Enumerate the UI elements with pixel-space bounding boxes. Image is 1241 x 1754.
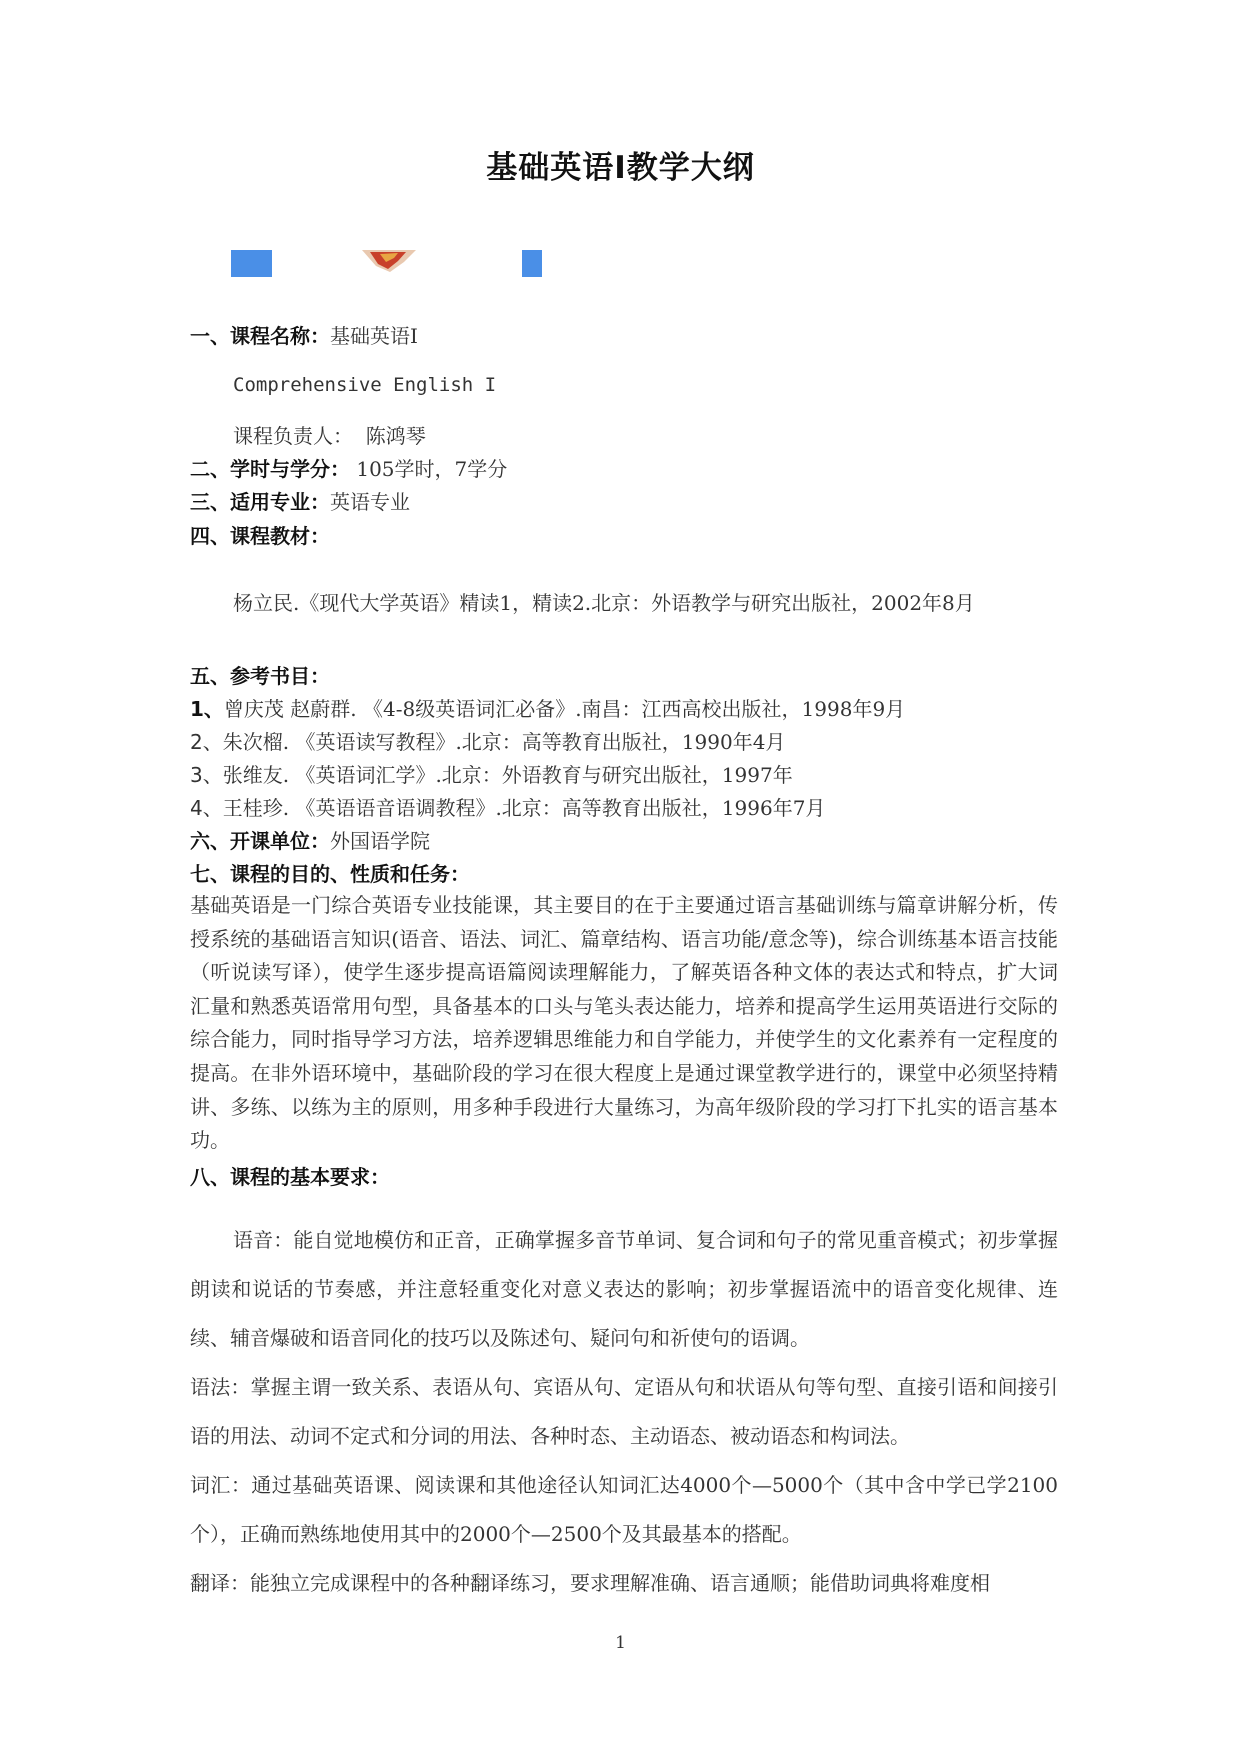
reference-number: 2、 <box>190 730 223 754</box>
objectives-paragraph: 基础英语是一门综合英语专业技能课，其主要目的在于主要通过语言基础训练与篇章讲解分析，传授系统的基础语言知识(语音、语法、词汇、篇章结构、语言功能/意念等)，综合训练基本语言技能（听说读写译），使学生逐步提高语篇阅读理解能力，了解英语各种文体的表达式和特点，扩大词汇量和熟悉英语常用句型，具备基本的口头与笔头表达能力，培养和提高学生运用英语进行交际的综合能力，同时指导学习方法，培养逻辑思维能力和自学能力，并使学生的文化素养有一定程度的提高。在非外语环境中，基础阶段的学习在很大程度上是通过课堂教学进行的，课堂中必须坚持精讲、多练、以练为主的原则，用多种手段进行大量练习，为高年级阶段的学习打下扎实的语言基本功。 <box>190 893 1058 1153</box>
reference-number: 3、 <box>190 763 223 787</box>
section-references <box>190 662 330 690</box>
section-heading: 三、适用专业： <box>190 490 330 514</box>
requirement-pronunciation: 语音：能自觉地模仿和正音，正确掌握多音节单词、复合词和句子的常见重音模式；初步掌握朗读和说话的节奏感，并注意轻重变化对意义表达的影响；初步掌握语流中的语音变化规律、连续、辅音爆破和语音同化的技巧以及陈述句、疑问句和祈使句的语调。 <box>190 1228 1058 1350</box>
section-major <box>190 488 410 516</box>
section-heading: 八、课程的基本要求： <box>190 1165 390 1189</box>
reference-text: 张维友. 《英语词汇学》.北京：外语教育与研究出版社，1997年 <box>222 763 793 787</box>
blue-box-right <box>522 250 542 277</box>
section-heading: 六、开课单位： <box>190 829 330 853</box>
course-leader <box>233 422 426 450</box>
document-title: 基础英语Ⅰ教学大纲 <box>486 150 755 186</box>
section-requirements <box>190 1163 390 1191</box>
hours-credits-value: 105学时，7学分 <box>356 457 508 481</box>
leader-label: 课程负责人： <box>233 424 353 448</box>
section-heading: 四、课程教材： <box>190 524 330 548</box>
reference-item <box>190 794 825 822</box>
blue-box-left <box>231 250 272 277</box>
section-heading: 一、课程名称： <box>190 324 330 348</box>
section-course-name <box>190 322 418 350</box>
section-department <box>190 827 430 855</box>
section-hours-credits <box>190 455 507 483</box>
reference-item <box>190 695 905 723</box>
requirement-vocabulary: 词汇：通过基础英语课、阅读课和其他途径认知词汇达4000个—5000个（其中含中学已学2100个），正确而熟练地使用其中的2000个—2500个及其最基本的搭配。 <box>190 1473 1058 1546</box>
reference-number: 4、 <box>190 796 223 820</box>
reference-text: 曾庆茂 赵蔚群. 《4-8级英语词汇必备》.南昌：江西高校出版社，1998年9月 <box>223 697 906 721</box>
textbook-entry: 杨立民.《现代大学英语》精读1，精读2.北京：外语教学与研究出版社，2002年8月 <box>233 591 975 615</box>
reference-number: 1、 <box>190 697 224 721</box>
section-textbook <box>190 522 330 550</box>
course-name-value: 基础英语Ⅰ <box>330 324 418 348</box>
section-heading: 五、参考书目： <box>190 664 330 688</box>
decorative-emblem-fragment <box>360 248 420 274</box>
requirement-translation: 翻译：能独立完成课程中的各种翻译练习，要求理解准确、语言通顺；能借助词典将难度相 <box>190 1571 990 1595</box>
leader-name: 陈鸿琴 <box>365 424 426 448</box>
section-objectives <box>190 860 470 888</box>
reference-text: 王桂珍. 《英语语音语调教程》.北京：高等教育出版社，1996年7月 <box>222 796 826 820</box>
reference-text: 朱次榴. 《英语读写教程》.北京：高等教育出版社，1990年4月 <box>222 730 786 754</box>
page-number: 1 <box>615 1633 626 1653</box>
major-value: 英语专业 <box>330 490 410 514</box>
reference-item <box>190 761 793 789</box>
section-heading: 七、课程的目的、性质和任务： <box>190 862 470 886</box>
department-value: 外国语学院 <box>330 829 430 853</box>
course-english-name: Comprehensive English I <box>233 374 497 396</box>
requirement-grammar: 语法：掌握主谓一致关系、表语从句、宾语从句、定语从句和状语从句等句型、直接引语和间接引语的用法、动词不定式和分词的用法、各种时态、主动语态、被动语态和构词法。 <box>190 1375 1058 1448</box>
reference-item <box>190 728 785 756</box>
section-heading: 二、学时与学分： <box>190 457 350 481</box>
